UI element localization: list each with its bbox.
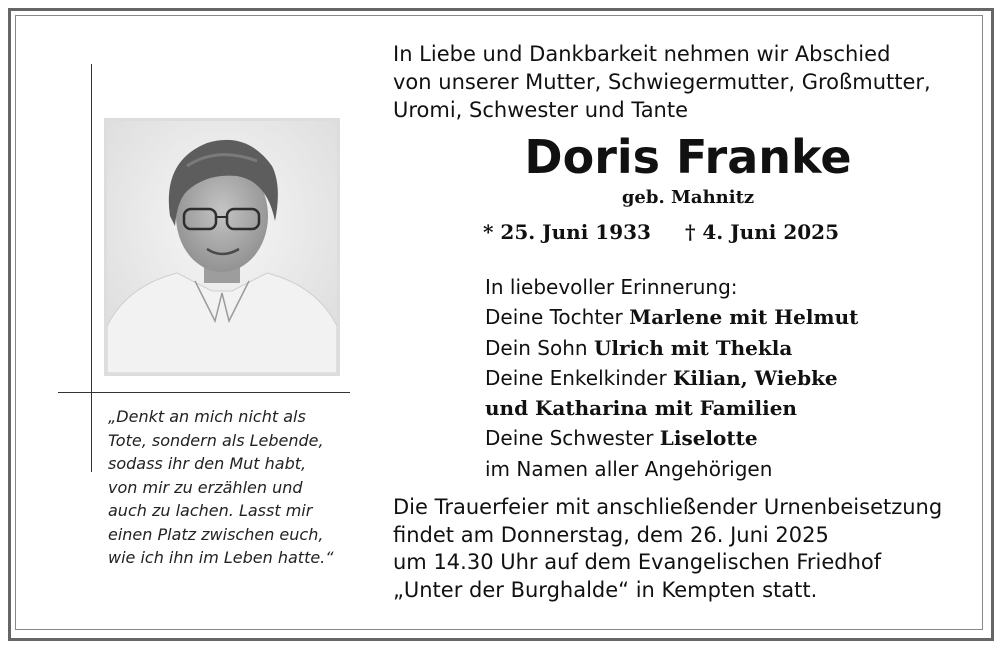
quote-line: von mir zu erzählen und: [108, 477, 303, 497]
funeral-line: Die Trauerfeier mit anschließender Urnenbeisetzung: [393, 495, 943, 519]
funeral-line: findet am Donnerstag, dem 26. Juni 2025: [393, 522, 829, 547]
mourner-line: [485, 363, 858, 393]
mourner-line: [485, 423, 858, 453]
mourner-names: Marlene mit Helmut: [629, 305, 859, 330]
maiden-name: geb. Mahnitz: [621, 187, 755, 208]
mourner-line: [485, 454, 858, 484]
mourner-relation: Deine Tochter: [485, 305, 630, 330]
intro-line: Uromi, Schwester und Tante: [393, 98, 689, 122]
mourner-names: Ulrich mit Thekla: [593, 335, 793, 360]
mourner-line: [485, 333, 858, 363]
mourner-line: [485, 302, 858, 332]
quote-line: sodass ihr den Mut habt,: [108, 454, 307, 473]
deceased-name: Doris Franke: [524, 130, 852, 184]
mourner-relation: Deine Schwester: [485, 426, 660, 451]
portrait-image: [107, 121, 337, 373]
intro-line: von unserer Mutter, Schwiegermutter, Großmutter,: [393, 70, 931, 94]
horizontal-rule: [58, 392, 350, 393]
mourner-names: Liselotte: [659, 426, 758, 451]
funeral-line: um 14.30 Uhr auf dem Evangelischen Friedhof: [393, 550, 882, 574]
mourners-list: [485, 272, 858, 484]
mourner-names: Kilian, Wiebke: [673, 365, 838, 390]
mourner-relation: im Namen aller Angehörigen: [485, 456, 773, 481]
birth-date: * 25. Juni 1933: [483, 220, 651, 244]
funeral-details: [393, 494, 942, 604]
funeral-line: „Unter der Burghalde“ in Kempten statt.: [393, 577, 818, 602]
quote-line: einen Platz zwischen euch,: [108, 524, 324, 544]
vertical-rule: [91, 64, 92, 472]
portrait-photo: [104, 118, 340, 376]
mourner-relation: Dein Sohn: [485, 335, 594, 360]
intro-line: In Liebe und Dankbarkeit nehmen wir Abschied: [393, 42, 891, 66]
quote-line: „Denkt an mich nicht als: [108, 407, 306, 426]
quote-line: wie ich ihn im Leben hatte.“: [108, 548, 334, 567]
mourner-relation: Deine Enkelkinder: [485, 365, 674, 390]
mourner-line: [485, 393, 858, 423]
quote-line: Tote, sondern als Lebende,: [108, 430, 324, 450]
memorial-quote: [108, 405, 348, 570]
mourner-names: und Katharina mit Familien: [485, 396, 797, 421]
mourners-heading: In liebevoller Erinnerung:: [485, 275, 738, 299]
quote-line: auch zu lachen. Lasst mir: [108, 501, 313, 520]
death-date: † 4. Juni 2025: [684, 220, 839, 244]
intro-text: [393, 40, 931, 124]
life-dates: [483, 218, 839, 246]
